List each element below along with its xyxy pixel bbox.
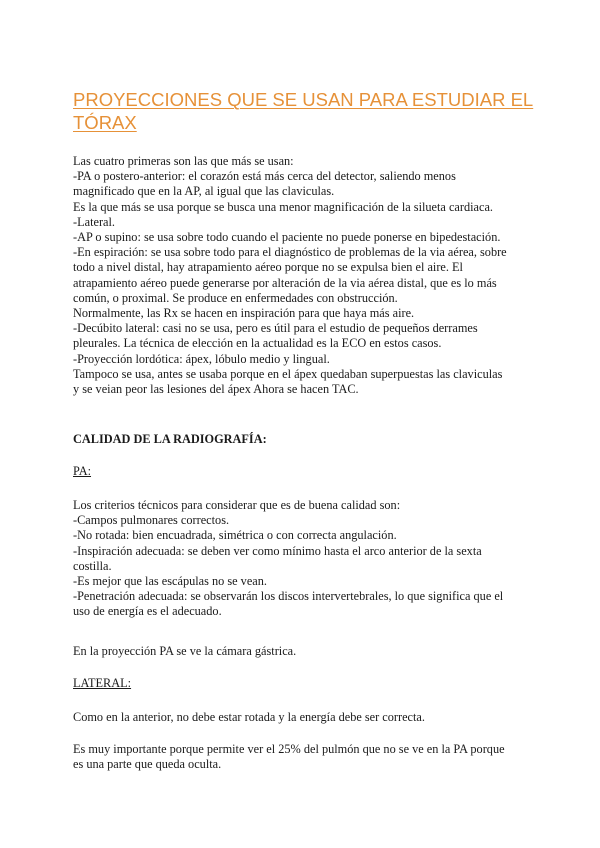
- text-line: costilla.: [73, 558, 112, 573]
- pa-subheading-wrap: [73, 464, 533, 479]
- text-line: común, o proximal. Se produce en enfermedades con obstrucción.: [73, 290, 398, 305]
- lateral-paragraph-2: [73, 742, 533, 772]
- quality-section-heading-wrap: [73, 432, 533, 447]
- lateral-subheading-wrap: [73, 676, 533, 691]
- text-line: magnificado que en la AP, al igual que las claviculas.: [73, 184, 335, 199]
- text-line: Las cuatro primeras son las que más se usan:: [73, 154, 294, 168]
- text-line: atrapamiento aéreo puede generarse por alteración de la via aérea distal, que es lo más: [73, 275, 497, 290]
- text-line: -En espiración: se usa sobre todo para el diagnóstico de problemas de la via aérea, sobre: [73, 245, 507, 260]
- text-line: -Proyección lordótica: ápex, lóbulo medio y lingual.: [73, 351, 330, 366]
- pa-subheading: PA:: [73, 464, 92, 478]
- text-line: -Penetración adecuada: se observarán los discos intervertebrales, lo que significa que el: [73, 589, 504, 604]
- text-line: En la proyección PA se ve la cámara gástrica.: [73, 644, 297, 658]
- text-line: -No rotada: bien encuadrada, simétrica o con correcta angulación.: [73, 528, 397, 543]
- lateral-paragraph-1: [73, 710, 533, 725]
- text-line: -Campos pulmonares correctos.: [73, 513, 230, 528]
- text-line: -Es mejor que las escápulas no se vean.: [73, 574, 267, 589]
- pa-criteria-paragraph: [73, 498, 533, 620]
- text-line: y se veian peor las lesiones del ápex Ahora se hacen TAC.: [73, 382, 359, 397]
- pa-gastric-paragraph: [73, 644, 533, 659]
- text-line: es una parte que queda oculta.: [73, 757, 222, 772]
- text-line: -Lateral.: [73, 214, 115, 229]
- text-line: todo a nivel distal, hay atrapamiento aéreo porque no se expulsa bien el aire. El: [73, 260, 463, 275]
- document-title: PROYECCIONES QUE SE USAN PARA ESTUDIAR EL TÓRAX: [73, 89, 534, 133]
- text-line: -Inspiración adecuada: se deben ver como mínimo hasta el arco anterior de la sexta: [73, 543, 482, 558]
- text-line: Como en la anterior, no debe estar rotada y la energía debe ser correcta.: [73, 710, 425, 724]
- text-line: Tampoco se usa, antes se usaba porque en el ápex quedaban superpuestas las claviculas: [73, 366, 503, 381]
- text-line: Normalmente, las Rx se hacen en inspiración para que haya más aire.: [73, 306, 415, 321]
- text-line: Los criterios técnicos para considerar que es de buena calidad son:: [73, 498, 401, 512]
- text-line: uso de energía es el adecuado.: [73, 604, 222, 619]
- text-line: pleurales. La técnica de elección en la actualidad es la ECO en estos casos.: [73, 336, 442, 351]
- text-line: -PA o postero-anterior: el corazón está más cerca del detector, saliendo menos: [73, 169, 456, 184]
- lateral-subheading: LATERAL:: [73, 676, 132, 690]
- intro-paragraph: [73, 154, 533, 397]
- text-line: Es la que más se usa porque se busca una menor magnificación de la silueta cardiaca.: [73, 199, 493, 214]
- text-line: -Decúbito lateral: casi no se usa, pero es útil para el estudio de pequeños derrames: [73, 321, 478, 336]
- text-line: Es muy importante porque permite ver el 25% del pulmón que no se ve en la PA porque: [73, 742, 505, 756]
- text-line: -AP o supino: se usa sobre todo cuando el paciente no puede ponerse en bipedestación.: [73, 230, 501, 245]
- section-heading: CALIDAD DE LA RADIOGRAFÍA:: [73, 432, 267, 446]
